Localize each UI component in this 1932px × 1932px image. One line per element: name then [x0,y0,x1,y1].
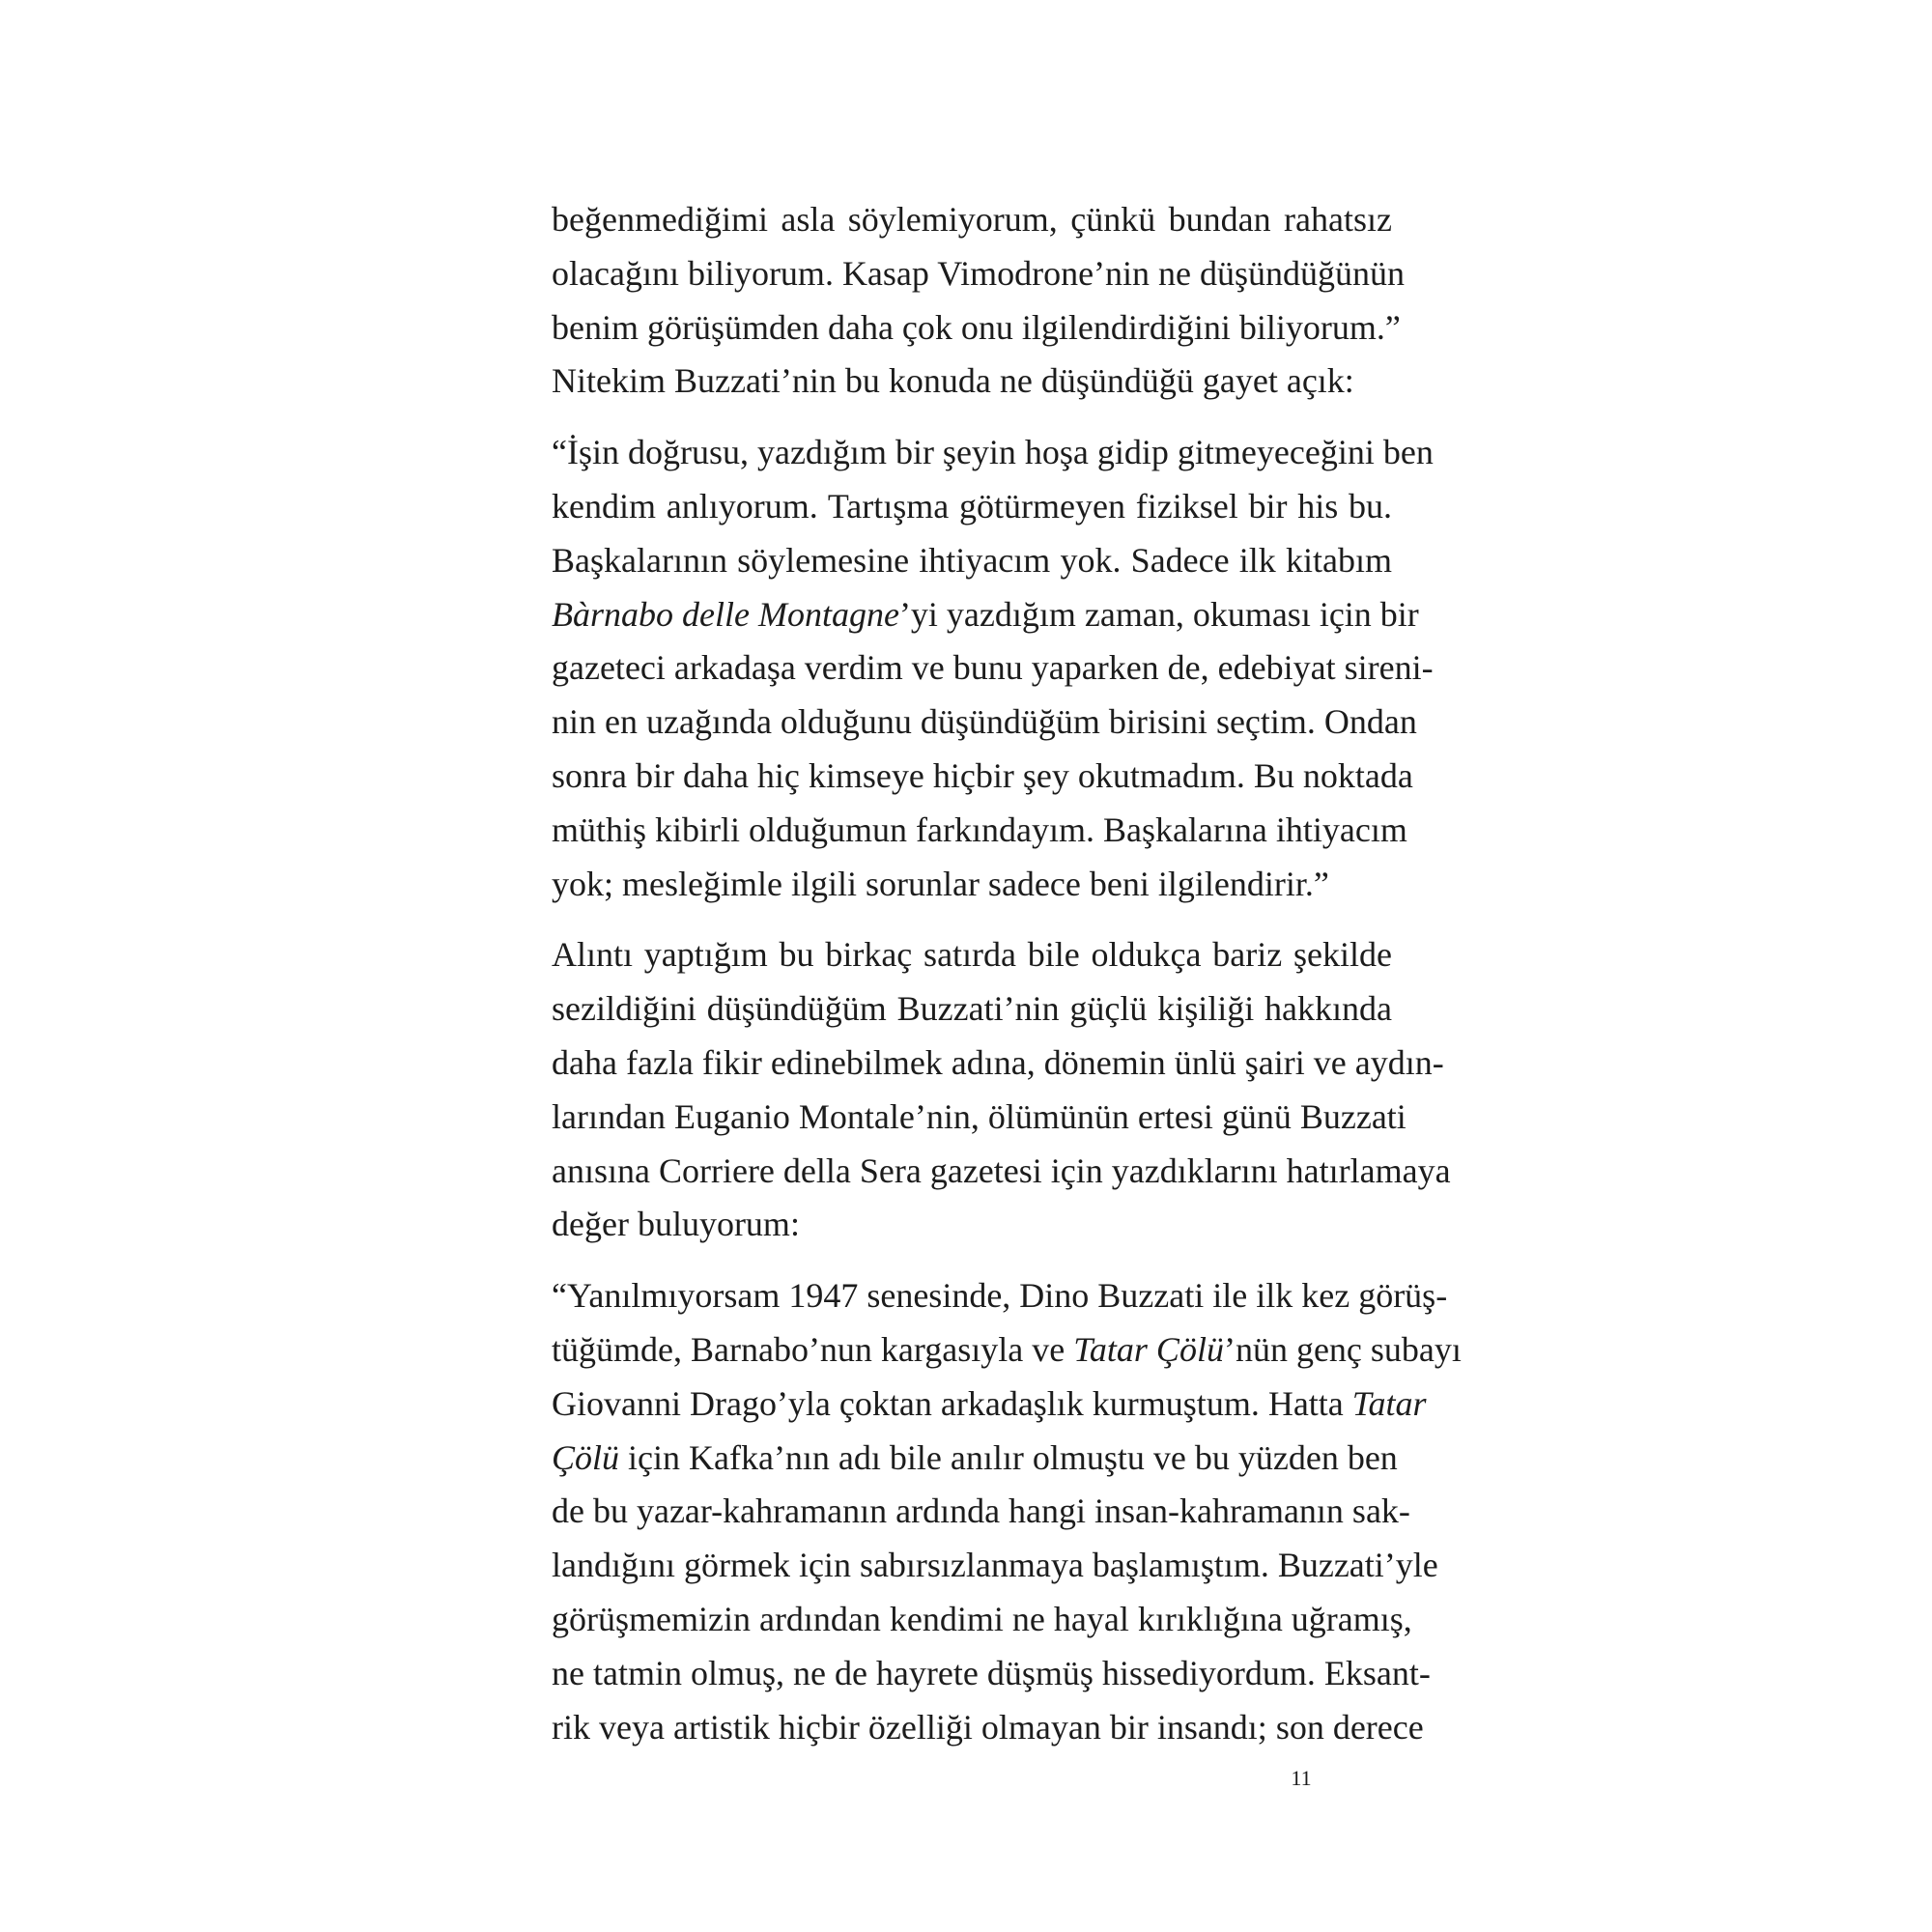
paragraph [552,193,1406,409]
italic-text-segment: Tatar [1351,1383,1427,1423]
text-segment: sezildiğini düşündüğüm Buzzati’nin güçlü kişiliği hakkında [552,989,1392,1029]
paragraph-spacer [552,911,1392,928]
italic-text-segment: Çölü [552,1437,620,1477]
text-line [552,804,1407,858]
text-segment: Giovanni Drago’yla çoktan arkadaşlık kurmuştum. Hatta [552,1383,1352,1423]
text-line [552,858,1392,912]
text-line [552,1647,1431,1701]
text-line [552,1323,1462,1378]
text-line [552,1145,1451,1199]
text-line [552,1091,1406,1145]
text-segment: beğenmediğimi asla söylemiyorum, çünkü bundan rahatsız [552,200,1392,239]
text-line [552,696,1417,750]
text-line [552,247,1406,301]
text-segment: daha fazla fikir edinebilmek adına, dönemin ünlü şairi ve aydın- [552,1042,1444,1082]
paragraph [552,1269,1462,1754]
paragraph [552,928,1451,1252]
paragraph-spacer [552,1252,1392,1269]
text-segment: anısına Corriere della Sera gazetesi için yazdıklarını hatırlamaya [552,1151,1451,1190]
text-segment: ne tatmin olmuş, ne de hayrete düşmüş hissediyordum. Eksant- [552,1653,1431,1692]
text-line [552,641,1434,696]
text-line [552,588,1419,642]
text-line [552,1485,1410,1539]
text-segment: sonra bir daha hiç kimseye hiçbir şey okutmadım. Bu noktada [552,755,1413,795]
text-line [552,1037,1444,1091]
text-line [552,1198,1392,1252]
body-text [552,193,1462,1754]
text-segment: larından Euganio Montale’nin, ölümünün ertesi günü Buzzati [552,1096,1406,1136]
text-line [552,1593,1412,1647]
text-segment: “İşin doğrusu, yazdığım bir şeyin hoşa gidip gitmeyeceğini ben [552,433,1434,472]
text-line [552,193,1392,247]
text-line [552,1378,1427,1432]
text-segment: tüğümde, Barnabo’nun kargasıyla ve [552,1329,1074,1369]
text-segment: görüşmemizin ardından kendimi ne hayal kırıklığına uğramış, [552,1599,1412,1638]
italic-text-segment: Tatar Çölü [1073,1329,1224,1369]
text-line [552,1269,1448,1323]
text-segment: ’yi yazdığım zaman, okuması için bir [898,594,1419,634]
text-line [552,750,1413,804]
text-segment: landığını görmek için sabırsızlanmaya başlamıştım. Buzzati’yle [552,1546,1438,1585]
text-segment: “Yanılmıyorsam 1947 senesinde, Dino Buzzati ile ilk kez görüş- [552,1276,1448,1316]
text-segment: rik veya artistik hiçbir özelliği olmayan bir insandı; son derece [552,1707,1424,1747]
italic-text-segment: Bàrnabo delle Montagne [552,594,899,634]
text-segment: de bu yazar-kahramanın ardında hangi insan-kahramanın sak- [552,1492,1410,1531]
text-segment: gazeteci arkadaşa verdim ve bunu yaparken de, edebiyat sireni- [552,648,1434,688]
text-segment: Alıntı yaptığım bu birkaç satırda bile oldukça bariz şekilde [552,935,1392,975]
text-segment: yok; mesleğimle ilgili sorunlar sadece beni ilgilendirir.” [552,864,1329,903]
text-line [552,928,1392,982]
text-line [552,1539,1438,1593]
text-segment: nin en uzağında olduğunu düşündüğüm birisini seçtim. Ondan [552,702,1417,742]
text-line [552,1432,1398,1486]
text-segment: olacağını biliyorum. Kasap Vimodrone’nin ne düşündüğünün [552,253,1406,293]
text-line [552,1701,1424,1755]
paragraph-spacer [552,409,1392,426]
text-segment: için Kafka’nın adı bile anılır olmuştu ve bu yüzden ben [619,1437,1398,1477]
text-segment: müthiş kibirli olduğumun farkındayım. Başkalarına ihtiyacım [552,810,1407,849]
text-line [552,426,1434,480]
text-line [552,301,1401,355]
text-line [552,534,1392,588]
text-segment: Başkalarının söylemesine ihtiyacım yok. Sadece ilk kitabım [552,540,1392,580]
text-line [552,982,1392,1037]
text-segment: Nitekim Buzzati’nin bu konuda ne düşündüğü gayet açık: [552,361,1354,401]
text-segment: değer buluyorum: [552,1205,800,1244]
text-segment: kendim anlıyorum. Tartışma götürmeyen fiziksel bir his bu. [552,486,1392,526]
text-segment: benim görüşümden daha çok onu ilgilendirdiğini biliyorum.” [552,307,1401,347]
text-line [552,480,1392,534]
text-line [552,355,1392,409]
page-number: 11 [1291,1766,1312,1790]
paragraph [552,426,1434,911]
text-segment: ’nün genç subayı [1223,1329,1462,1369]
